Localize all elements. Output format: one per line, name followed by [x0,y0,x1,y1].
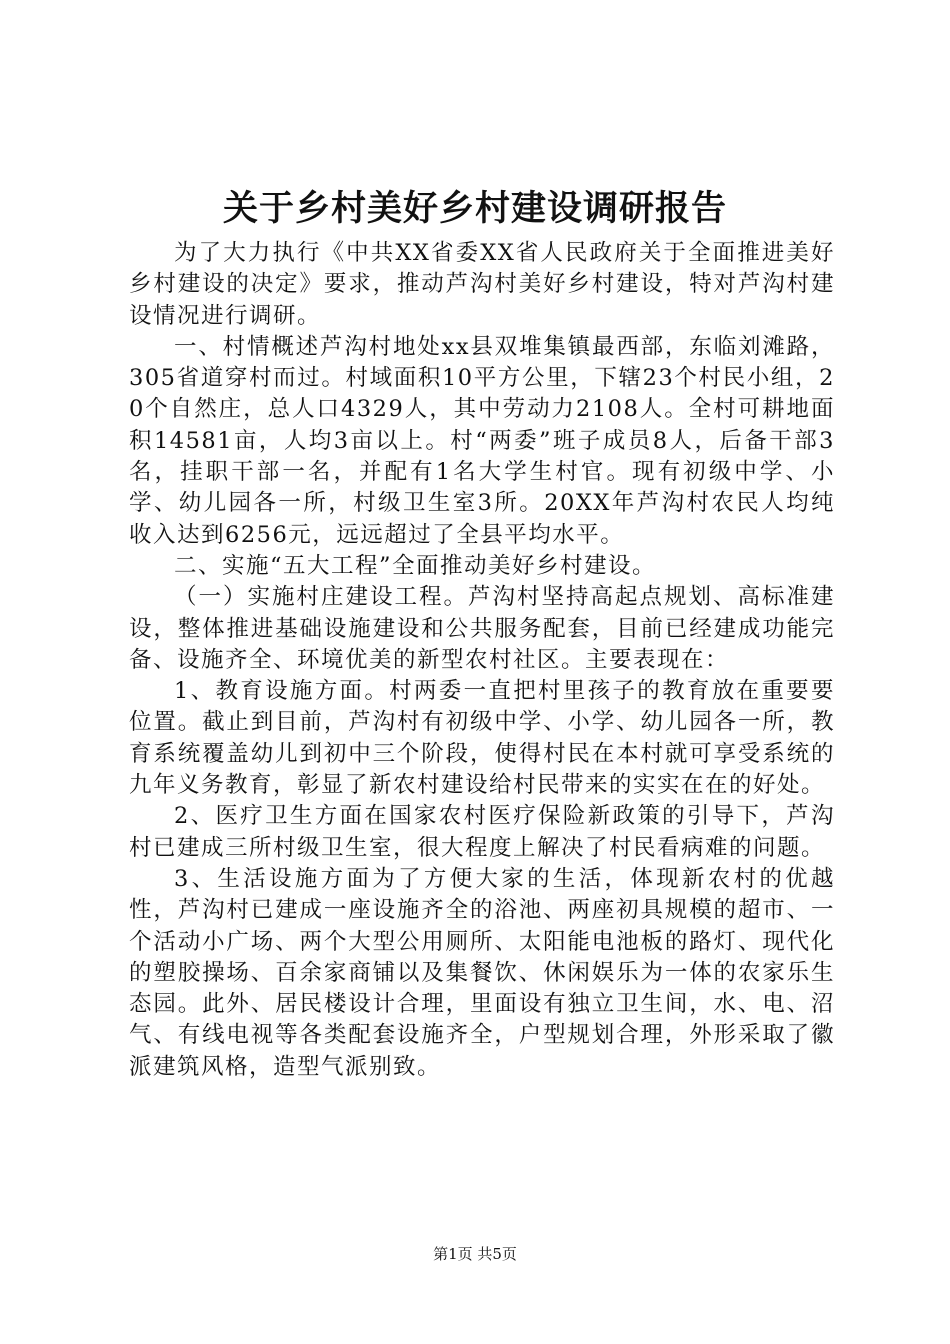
paragraph-medical: 2、医疗卫生方面在国家农村医疗保险新政策的引导下，芦沟村已建成三所村级卫生室，很大程度上解决了村民看病难的问题。 [129,803,835,861]
document-title: 关于乡村美好乡村建设调研报告 [222,189,727,229]
paragraph-village-construction: （一）实施村庄建设工程。芦沟村坚持高起点规划、高标准建设，整体推进基础设施建设和公共服务配套，目前已经建成功能完备、设施齐全、环境优美的新型农村社区。主要表现在： [129,584,835,673]
paragraph-education: 1、教育设施方面。村两委一直把村里孩子的教育放在重要要位置。截止到目前，芦沟村有初级中学、小学、幼儿园各一所，教育系统覆盖幼儿到初中三个阶段，使得村民在本村就可享受系统的九年义务教育，彰显了新农村建设给村民带来的实实在在的好处。 [129,678,835,799]
page-number-footer: 第1页 共5页 [433,1245,517,1263]
paragraph-five-projects: 二、实施“五大工程”全面推动美好乡村建设。 [174,552,657,579]
document-body [129,238,835,1083]
paragraph-living-facilities: 3、生活设施方面为了方便大家的生活，体现新农村的优越性，芦沟村已建成一座设施齐全的浴池、两座初具规模的超市、一个活动小广场、两个大型公用厕所、太阳能电池板的路灯、现代化的塑胶操场、百余家商铺以及集餐饮、休闲娱乐为一体的农家乐生态园。此外、居民楼设计合理，里面设有独立卫生间，水、电、沼气、有线电视等各类配套设施齐全，户型规划合理，外形采取了徽派建筑风格，造型气派别致。 [129,865,835,1080]
paragraph-village-overview: 一、村情概述芦沟村地处xx县双堆集镇最西部，东临刘滩路，305省道穿村而过。村域面积10平方公里，下辖23个村民小组，20个自然庄，总人口4329人，其中劳动力2108人。全村可耕地面积14581亩，人均3亩以上。村“两委”班子成员8人，后备干部3名，挂职干部一名，并配有1名大学生村官。现有初级中学、小学、幼儿园各一所，村级卫生室3所。20XX年芦沟村农民人均纯收入达到6256元，远远超过了全县平均水平。 [129,333,835,548]
paragraph-intro: 为了大力执行《中共XX省委XX省人民政府关于全面推进美好乡村建设的决定》要求，推动芦沟村美好乡村建设，特对芦沟村建设情况进行调研。 [129,240,835,329]
